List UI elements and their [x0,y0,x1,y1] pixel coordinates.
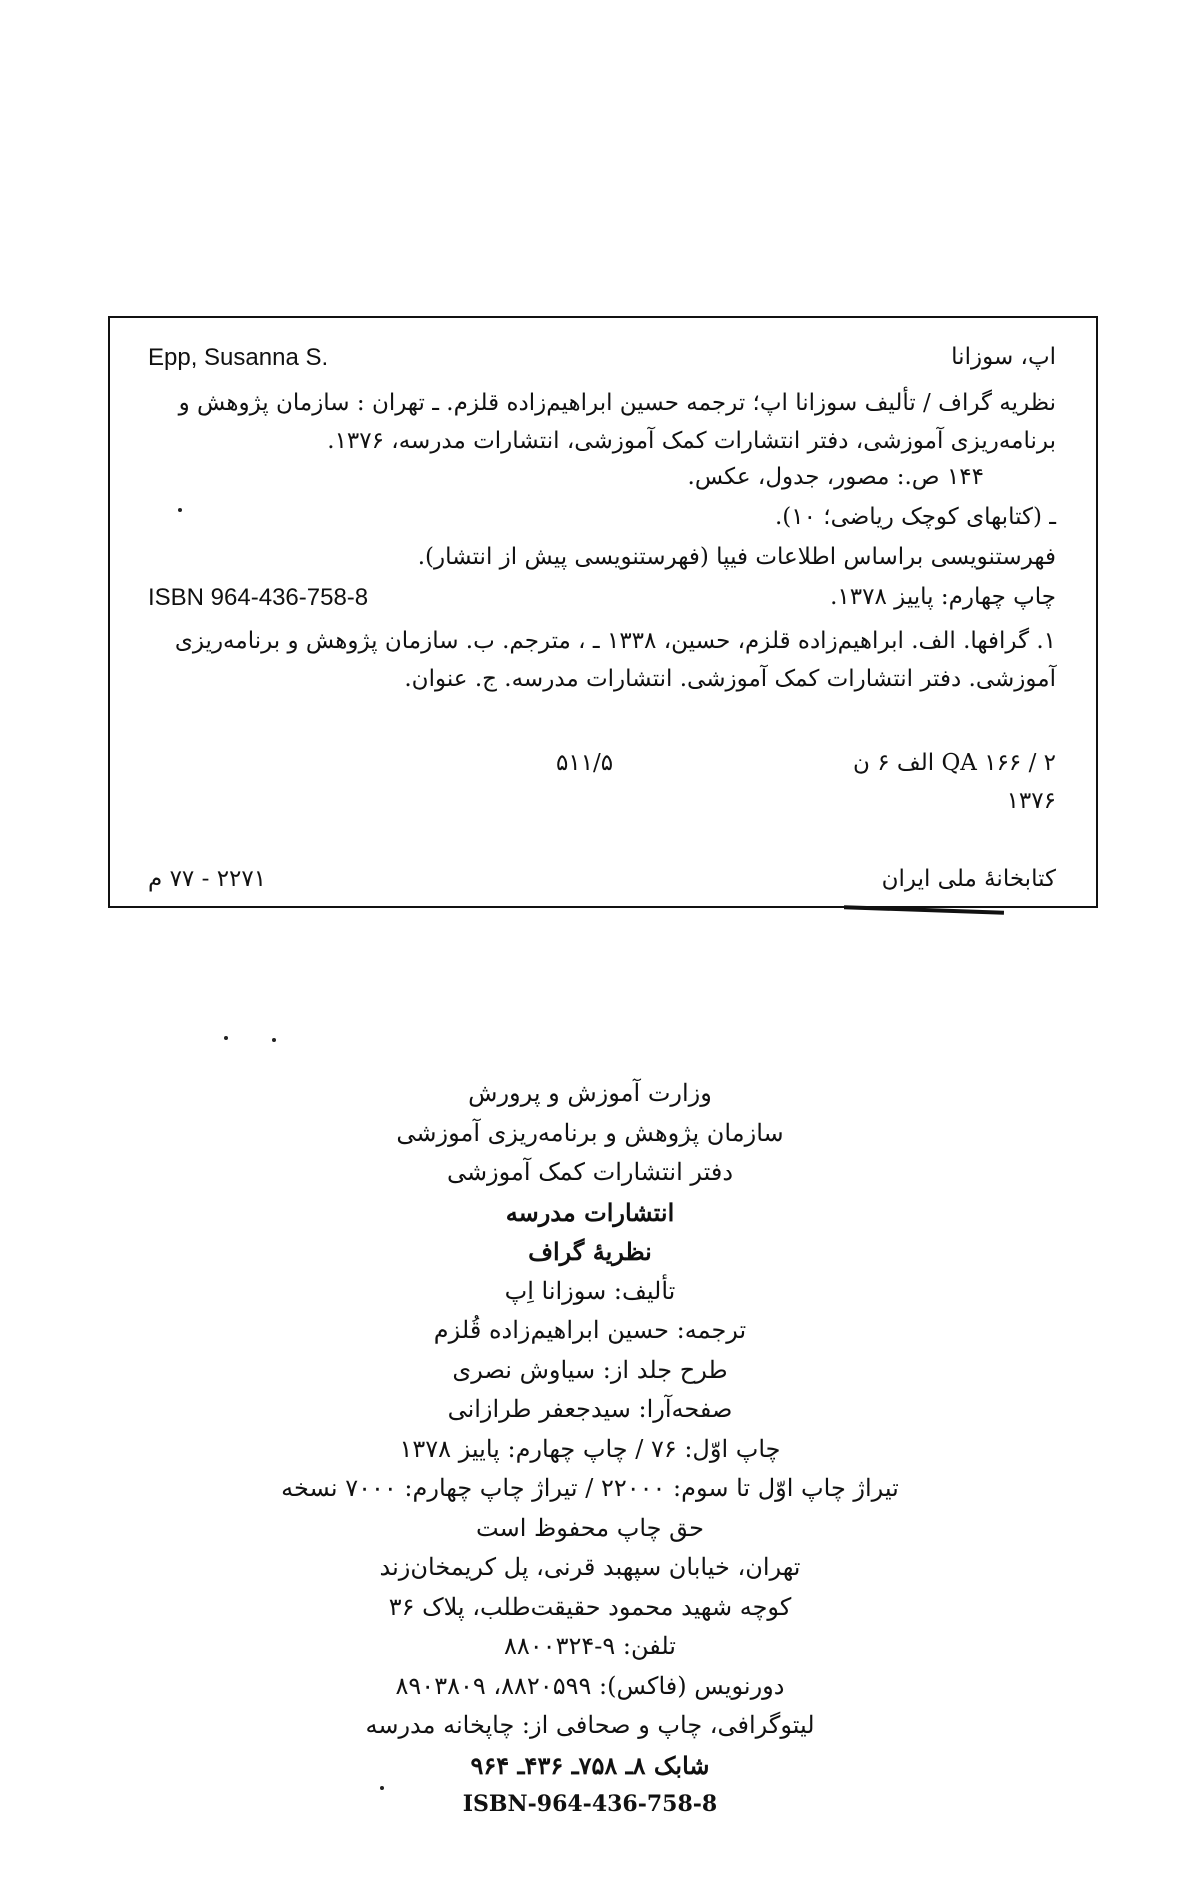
lc-call-year: ۱۳۷۶ [1006,788,1056,814]
fax-line: دورنویس (فاکس): ۸۸۲۰۵۹۹، ۸۹۰۳۸۰۹ [395,1671,785,1700]
circulation-line: تیراژ چاپ اوّل تا سوم: ۲۲۰۰۰ / تیراژ چاپ چهارم: ۷۰۰۰ نسخه [281,1474,899,1502]
author-line: تألیف: سوزانا اِپ [504,1276,676,1305]
address-line-2: کوچه شهید محمود حقیقت‌طلب، پلاک ۳۶ [388,1592,792,1621]
bibliographic-description: نظریه گراف / تألیف سوزانا اپ؛ ترجمه حسین ابراهیم‌زاده قلزم. ـ تهران : سازمان پژوهش و برنامه‌ریزی آموزشی، دفتر انتشارات کمک آموزشی، انتشارات مدرسه، ۱۳۷۶. [178,390,1056,454]
publisher-line: انتشارات مدرسه [505,1197,675,1227]
cataloging-in-publication-box [108,316,1098,908]
physical-description: ۱۴۴ ص.: مصور، جدول، عکس. [687,464,984,490]
subject-headings: ۱. گرافها. الف. ابراهیم‌زاده قلزم، حسین، ۱۳۳۸ ـ ، مترجم. ب. سازمان پژوهش و برنامه‌ریزی آموزشی. دفتر انتشارات کمک آموزشی. انتشارات مدرسه. ج. عنوان. [174,628,1056,692]
stray-dot [224,1036,228,1040]
imprint-block [200,1074,980,1825]
phone-line: تلفن: ۹-۸۸۰۰۳۲۴ [504,1632,676,1660]
rights-line: حق چاپ محفوظ است [476,1513,704,1542]
author-latin-name: Epp, Susanna S. [148,344,329,371]
cataloging-note: فهرستنویسی براساس اطلاعات فیپا (فهرستنویسی پیش از انتشار). [417,544,1056,570]
printer-line: لیتوگرافی، چاپ و صحافی از: چاپخانه مدرسه [365,1711,815,1739]
cover-design-line: طرح جلد از: سیاوش نصری [452,1355,728,1384]
library-record-number: ۲۲۷۱ - ۷۷ م [148,866,267,892]
office-line: دفتر انتشارات کمک آموزشی [446,1158,734,1186]
isbn-persian-line: شابک ۸ـ ۷۵۸ـ ۴۳۶ـ ۹۶۴ [470,1750,710,1780]
printing-line: چاپ اوّل: ۷۶ / چاپ چهارم: پاییز ۱۳۷۸ [399,1434,781,1463]
lc-call-number: QA ۱۶۶ / ۲ الف ۶ ن [853,750,1056,776]
ministry-line: وزارت آموزش و پرورش [468,1079,712,1107]
stray-dot [178,508,182,512]
isbn-english-line: ISBN-964-436-758-8 [462,1791,718,1817]
series-statement: ـ (کتابهای کوچک ریاضی؛ ۱۰). [774,504,1056,530]
organization-line: سازمان پژوهش و برنامه‌ریزی آموزشی [396,1118,784,1147]
edition-statement: چاپ چهارم: پاییز ۱۳۷۸. [830,584,1056,610]
author-persian-name: اپ، سوزانا [951,344,1056,370]
dewey-number: ۵۱۱/۵ [556,750,614,776]
stray-dot [272,1038,276,1042]
translator-line: ترجمه: حسین ابراهیم‌زاده قُلزم [433,1316,747,1344]
isbn-latin: ISBN 964-436-758-8 [148,584,369,611]
library-name: کتابخانهٔ ملی ایران [881,866,1056,892]
address-line-1: تهران، خیابان سپهبد قرنی، پل کریمخان‌زند [379,1553,801,1581]
book-title: نظریهٔ گراف [528,1237,652,1266]
page-layout-line: صفحه‌آرا: سیدجعفر طرازانی [447,1395,733,1423]
